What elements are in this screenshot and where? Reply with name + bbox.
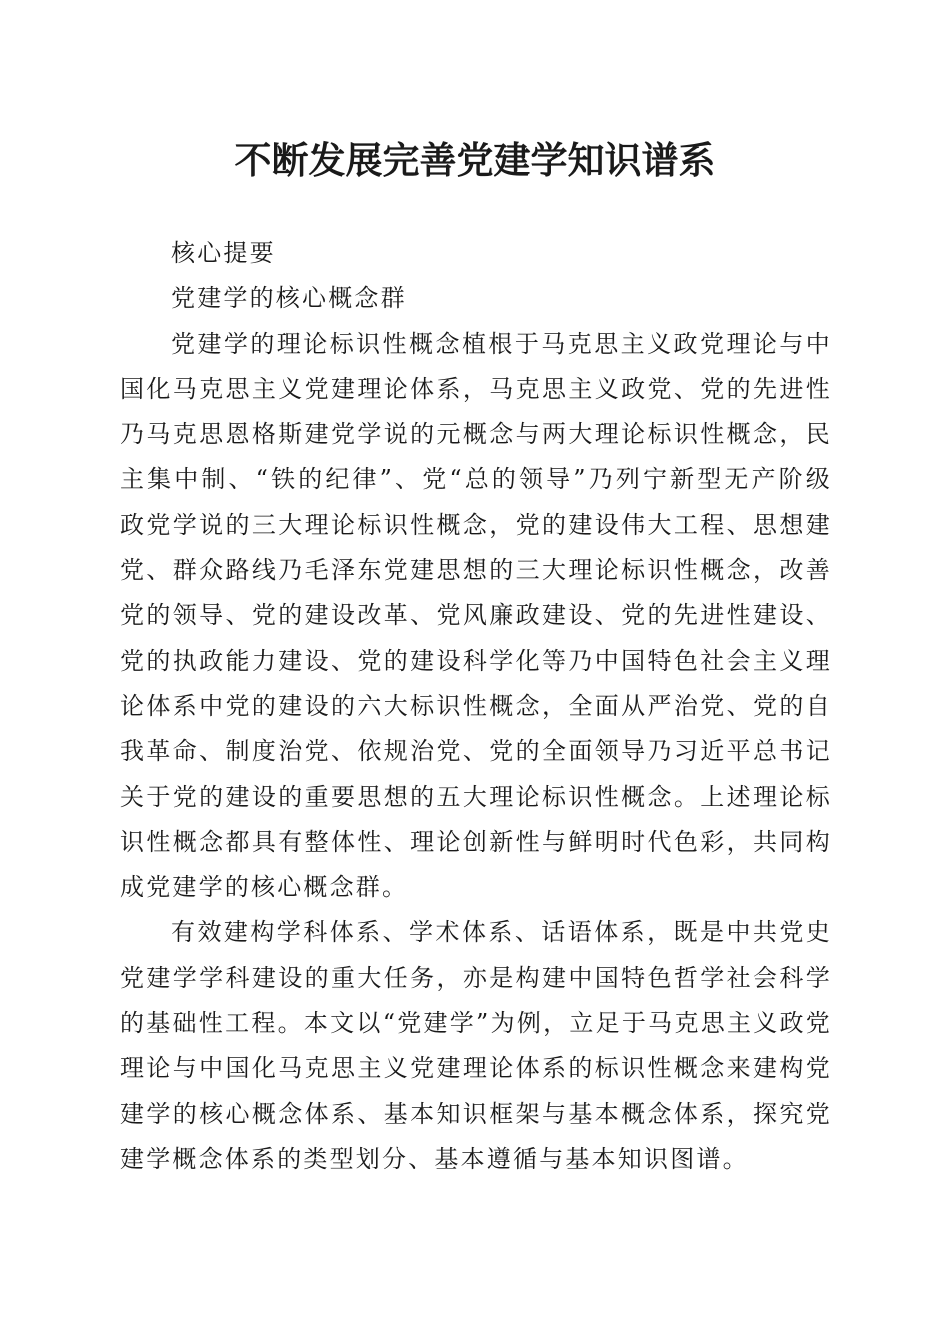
summary-label: 核心提要 bbox=[171, 239, 276, 267]
paragraph-2: 有效建构学科体系、学术体系、话语体系，既是中共党史党建学学科建设的重大任务，亦是构建中国特色哲学社会科学的基础性工程。本文以“党建学”为例，立足于马克思主义政党理论与中国化马克思主义党建理论体系的标识性概念来建构党建学的核心概念体系、基本知识框架与基本概念体系，探究党建学概念体系的类型划分、基本遵循与基本知识图谱。 bbox=[120, 918, 832, 1173]
document-body bbox=[120, 231, 832, 1182]
section-heading: 党建学的核心概念群 bbox=[171, 284, 407, 313]
paragraph-1: 党建学的理论标识性概念植根于马克思主义政党理论与中国化马克思主义党建理论体系，马克思主义政党、党的先进性乃马克思恩格斯建党学说的元概念与两大理论标识性概念，民主集中制、“铁的纪律”、党“总的领导”乃列宁新型无产阶级政党学说的三大理论标识性概念，党的建设伟大工程、思想建党、群众路线乃毛泽东党建思想的三大理论标识性概念，改善党的领导、党的建设改革、党风廉政建设、党的先进性建设、党的执政能力建设、党的建设科学化等乃中国特色社会主义理论体系中党的建设的六大标识性概念，全面从严治党、党的自我革命、制度治党、依规治党、党的全面领导乃习近平总书记关于党的建设的重要思想的五大理论标识性概念。上述理论标识性概念都具有整体性、理论创新性与鲜明时代色彩，共同构成党建学的核心概念群。 bbox=[120, 329, 832, 902]
document-title: 不断发展完善党建学知识谱系 bbox=[234, 138, 716, 182]
